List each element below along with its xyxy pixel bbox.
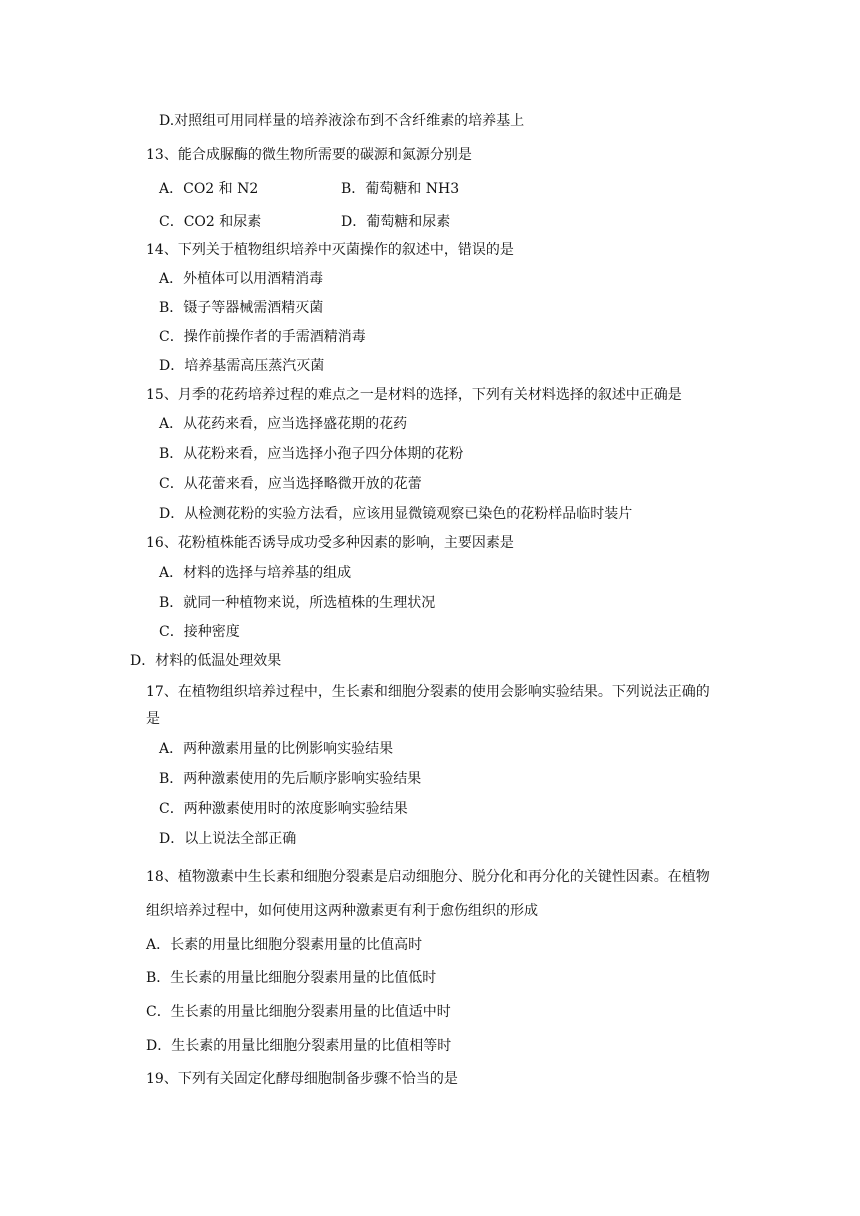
option-q18-a: A．长素的用量比细胞分裂素用量的比值高时 bbox=[146, 937, 423, 953]
question-14-stem: 14、下列关于植物组织培养中灭菌操作的叙述中，错误的是 bbox=[146, 242, 514, 258]
option-q12-d: D.对照组可用同样量的培养液涂布到不含纤维素的培养基上 bbox=[159, 113, 525, 129]
question-18-stem-line2: 组织培养过程中，如何使用这两种激素更有利于愈伤组织的形成 bbox=[146, 903, 538, 919]
option-q18-b: B．生长素的用量比细胞分裂素用量的比值低时 bbox=[146, 970, 437, 986]
question-15-stem: 15、月季的花药培养过程的难点之一是材料的选择，下列有关材料选择的叙述中正确是 bbox=[146, 387, 682, 403]
option-q15-a: A．从花药来看，应当选择盛花期的花药 bbox=[159, 416, 408, 432]
option-q13-b: B．葡萄糖和 NH3 bbox=[341, 181, 460, 197]
option-q14-b: B．镊子等器械需酒精灭菌 bbox=[159, 300, 324, 316]
option-q17-c: C．两种激素使用时的浓度影响实验结果 bbox=[159, 801, 408, 817]
option-q17-b: B．两种激素使用的先后顺序影响实验结果 bbox=[159, 771, 422, 787]
option-q17-a: A．两种激素用量的比例影响实验结果 bbox=[159, 741, 394, 757]
option-q16-c: C．接种密度 bbox=[159, 624, 240, 640]
option-q14-c: C．操作前操作者的手需酒精消毒 bbox=[159, 329, 366, 345]
question-18-stem-line1: 18、植物激素中生长素和细胞分裂素是启动细胞分、脱分化和再分化的关键性因素。在植物 bbox=[146, 869, 710, 885]
option-q18-c: C．生长素的用量比细胞分裂素用量的比值适中时 bbox=[146, 1004, 451, 1020]
question-19-stem: 19、下列有关固定化酵母细胞制备步骤不恰当的是 bbox=[146, 1071, 458, 1087]
option-q17-d: D．以上说法全部正确 bbox=[159, 831, 297, 847]
option-q15-d: D．从检测花粉的实验方法看，应该用显微镜观察已染色的花粉样品临时装片 bbox=[159, 506, 633, 522]
option-q13-c: C．CO2 和尿素 bbox=[159, 214, 262, 230]
option-q15-c: C．从花蕾来看，应当选择略微开放的花蕾 bbox=[159, 476, 422, 492]
option-q16-b: B．就同一种植物来说，所选植株的生理状况 bbox=[159, 595, 436, 611]
option-q18-d: D．生长素的用量比细胞分裂素用量的比值相等时 bbox=[146, 1038, 452, 1054]
question-17-stem-line1: 17、在植物组织培养过程中，生长素和细胞分裂素的使用会影响实验结果。下列说法正确的 bbox=[146, 684, 710, 700]
option-q14-d: D．培养基需高压蒸汽灭菌 bbox=[159, 358, 325, 374]
option-q16-d: D．材料的低温处理效果 bbox=[130, 653, 282, 669]
question-17-stem-line2: 是 bbox=[146, 711, 160, 727]
question-16-stem: 16、花粉植株能否诱导成功受多种因素的影响，主要因素是 bbox=[146, 535, 514, 551]
option-q16-a: A．材料的选择与培养基的组成 bbox=[159, 565, 352, 581]
option-q15-b: B．从花粉来看，应当选择小孢子四分体期的花粉 bbox=[159, 446, 464, 462]
option-q13-a: A．CO2 和 N2 bbox=[159, 181, 259, 197]
option-q13-d: D．葡萄糖和尿素 bbox=[341, 214, 451, 230]
question-13-stem: 13、能合成脲酶的微生物所需要的碳源和氮源分别是 bbox=[146, 147, 472, 163]
option-q14-a: A．外植体可以用酒精消毒 bbox=[159, 271, 324, 287]
